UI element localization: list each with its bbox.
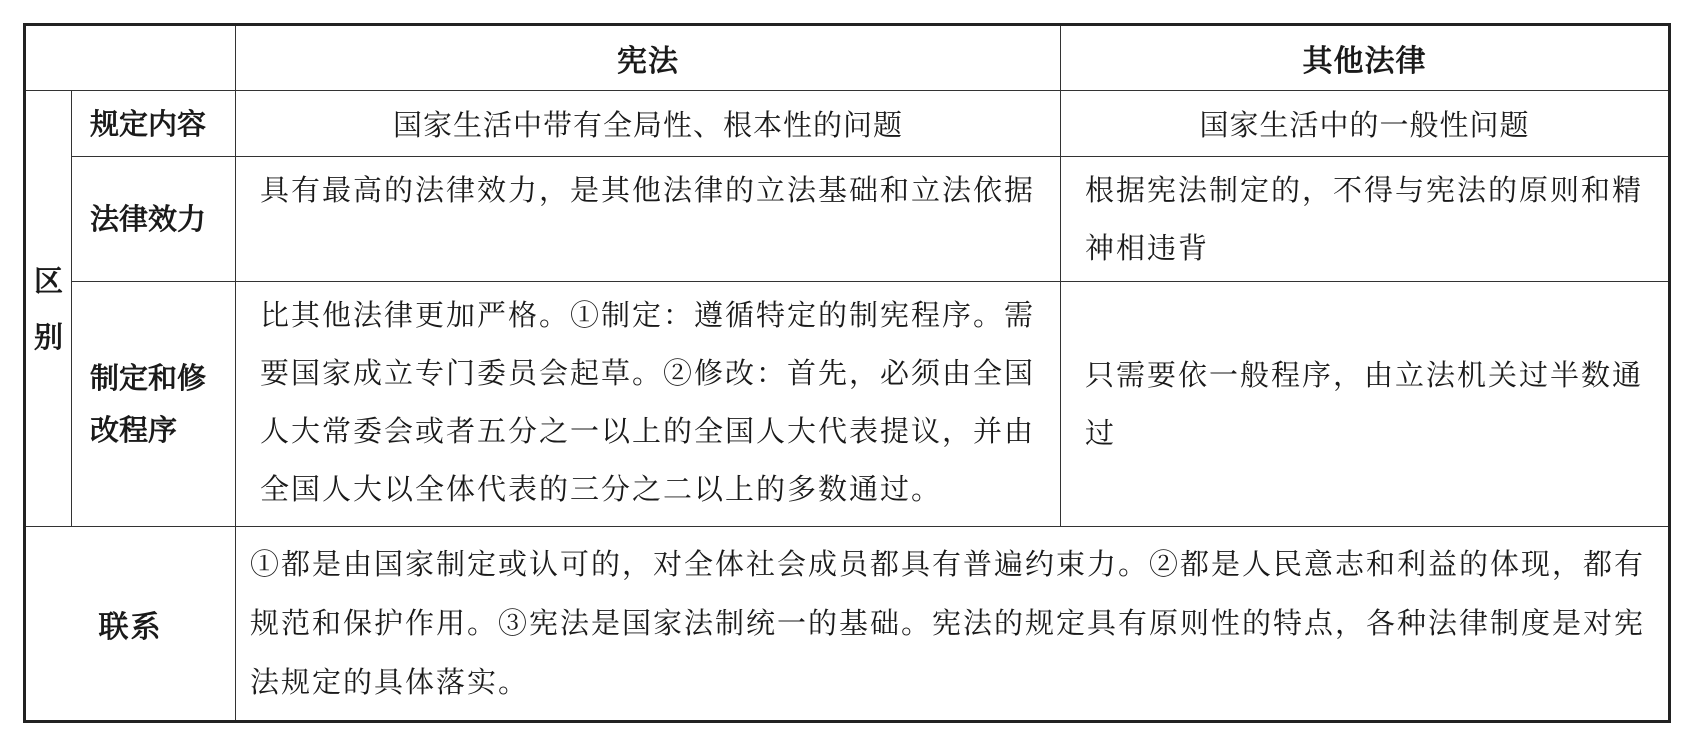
header-constitution: 宪法: [236, 25, 1061, 91]
comparison-table: [23, 23, 1671, 723]
row-label-content: 规定内容: [72, 91, 236, 157]
other-procedure: 只需要依一般程序，由立法机关过半数通过: [1061, 282, 1670, 527]
other-content: 国家生活中的一般性问题: [1061, 91, 1670, 157]
header-row: [25, 25, 1670, 91]
comparison-table-wrapper: [23, 23, 1671, 723]
other-effect: 根据宪法制定的，不得与宪法的原则和精神相违背: [1061, 157, 1670, 282]
connection-text: ①都是由国家制定或认可的，对全体社会成员都具有普遍约束力。②都是人民意志和利益的体现，都有规范和保护作用。③宪法是国家法制统一的基础。宪法的规定具有原则性的特点，各种法律制度是对宪法规定的具体落实。: [236, 527, 1670, 722]
row-connection: [25, 527, 1670, 722]
connection-label: 联系: [25, 527, 236, 722]
row-effect: [25, 157, 1670, 282]
constitution-effect: 具有最高的法律效力，是其他法律的立法基础和立法依据: [236, 157, 1061, 282]
row-content: [25, 91, 1670, 157]
corner-cell: [25, 25, 236, 91]
difference-label: 区别: [25, 91, 72, 527]
row-label-effect: 法律效力: [72, 157, 236, 282]
constitution-procedure: 比其他法律更加严格。①制定：遵循特定的制宪程序。需要国家成立专门委员会起草。②修改：首先，必须由全国人大常委会或者五分之一以上的全国人大代表提议，并由全国人大以全体代表的三分之二以上的多数通过。: [236, 282, 1061, 527]
header-other-laws: 其他法律: [1061, 25, 1670, 91]
row-label-procedure: 制定和修改程序: [72, 282, 236, 527]
row-procedure: [25, 282, 1670, 527]
constitution-content: 国家生活中带有全局性、根本性的问题: [236, 91, 1061, 157]
